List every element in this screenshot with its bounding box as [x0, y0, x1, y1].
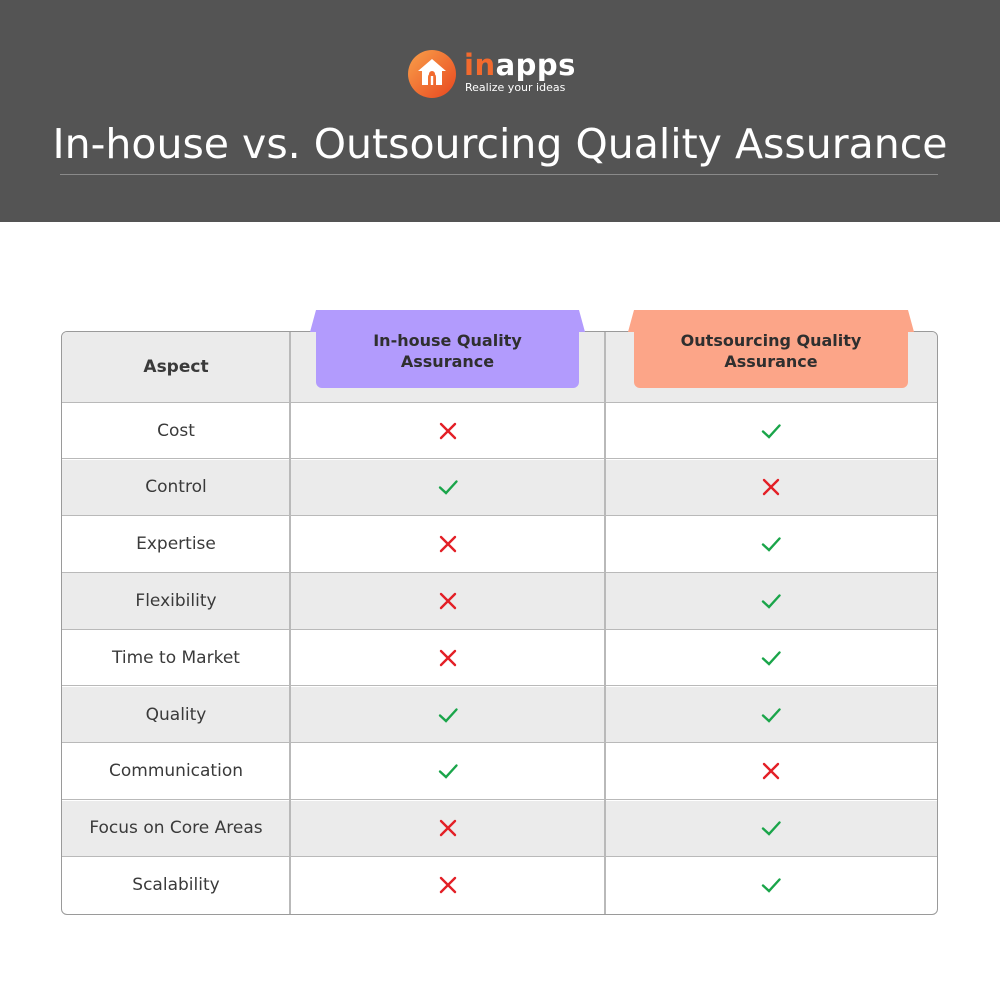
aspect-label: Expertise — [136, 534, 216, 555]
outsourcing-cell — [605, 744, 937, 799]
aspect-cell — [62, 801, 290, 856]
aspect-cell — [62, 687, 290, 742]
tab-flap — [628, 310, 914, 332]
aspect-cell — [62, 517, 290, 572]
inhouse-cell — [290, 744, 605, 799]
header-cell-aspect — [62, 332, 290, 402]
brand-name: inapps — [464, 48, 576, 82]
inhouse-cell — [290, 517, 605, 572]
table-row — [62, 460, 937, 516]
header-inhouse-label: In-house Quality Assurance — [373, 331, 522, 371]
header-banner — [0, 0, 1000, 222]
cross-icon — [437, 874, 459, 896]
inhouse-cell — [290, 460, 605, 515]
cross-icon — [760, 760, 782, 782]
check-icon — [760, 704, 782, 726]
brand-tagline: Realize your ideas — [465, 81, 566, 94]
title-divider — [60, 174, 938, 175]
check-icon — [760, 817, 782, 839]
outsourcing-cell — [605, 460, 937, 515]
aspect-label: Communication — [109, 761, 243, 782]
cross-icon — [760, 476, 782, 498]
outsourcing-cell — [605, 857, 937, 912]
aspect-cell — [62, 744, 290, 799]
header-tab-outsourcing — [634, 310, 908, 388]
aspect-label: Control — [145, 477, 207, 498]
check-icon — [437, 476, 459, 498]
table-row — [62, 857, 937, 912]
table-row — [62, 801, 937, 857]
outsourcing-cell — [605, 687, 937, 742]
outsourcing-cell — [605, 403, 937, 458]
table-row — [62, 403, 937, 459]
inhouse-cell — [290, 687, 605, 742]
cross-icon — [437, 533, 459, 555]
aspect-cell — [62, 573, 290, 628]
check-icon — [760, 647, 782, 669]
aspect-label: Focus on Core Areas — [89, 818, 263, 839]
cross-icon — [437, 590, 459, 612]
header-outsourcing-label: Outsourcing Quality Assurance — [680, 331, 862, 371]
cross-icon — [437, 647, 459, 669]
outsourcing-cell — [605, 801, 937, 856]
aspect-cell — [62, 460, 290, 515]
inhouse-cell — [290, 403, 605, 458]
inapps-logo-icon — [408, 50, 456, 98]
aspect-cell — [62, 857, 290, 912]
header-aspect-label: Aspect — [143, 357, 209, 377]
cross-icon — [437, 420, 459, 442]
header-tab-inhouse — [316, 310, 579, 388]
outsourcing-cell — [605, 630, 937, 685]
table-row — [62, 573, 937, 629]
inhouse-cell — [290, 573, 605, 628]
aspect-label: Quality — [145, 704, 207, 725]
outsourcing-cell — [605, 517, 937, 572]
check-icon — [437, 760, 459, 782]
aspect-label: Cost — [157, 420, 195, 441]
aspect-cell — [62, 630, 290, 685]
outsourcing-cell — [605, 573, 937, 628]
check-icon — [760, 874, 782, 896]
aspect-cell — [62, 403, 290, 458]
check-icon — [760, 420, 782, 442]
aspect-label: Flexibility — [135, 591, 217, 612]
check-icon — [437, 704, 459, 726]
aspect-label: Scalability — [132, 875, 220, 896]
cross-icon — [437, 817, 459, 839]
brand-logo — [408, 50, 588, 98]
column-divider — [604, 332, 606, 914]
inhouse-cell — [290, 630, 605, 685]
tab-flap — [310, 310, 585, 332]
inhouse-cell — [290, 801, 605, 856]
check-icon — [760, 590, 782, 612]
comparison-table — [61, 331, 938, 915]
aspect-label: Time to Market — [112, 647, 240, 668]
page-title: In-house vs. Outsourcing Quality Assurance — [52, 120, 948, 168]
table-row — [62, 630, 937, 686]
check-icon — [760, 533, 782, 555]
inhouse-cell — [290, 857, 605, 912]
table-row — [62, 517, 937, 573]
table-row — [62, 744, 937, 800]
column-divider — [289, 332, 291, 914]
table-row — [62, 687, 937, 743]
